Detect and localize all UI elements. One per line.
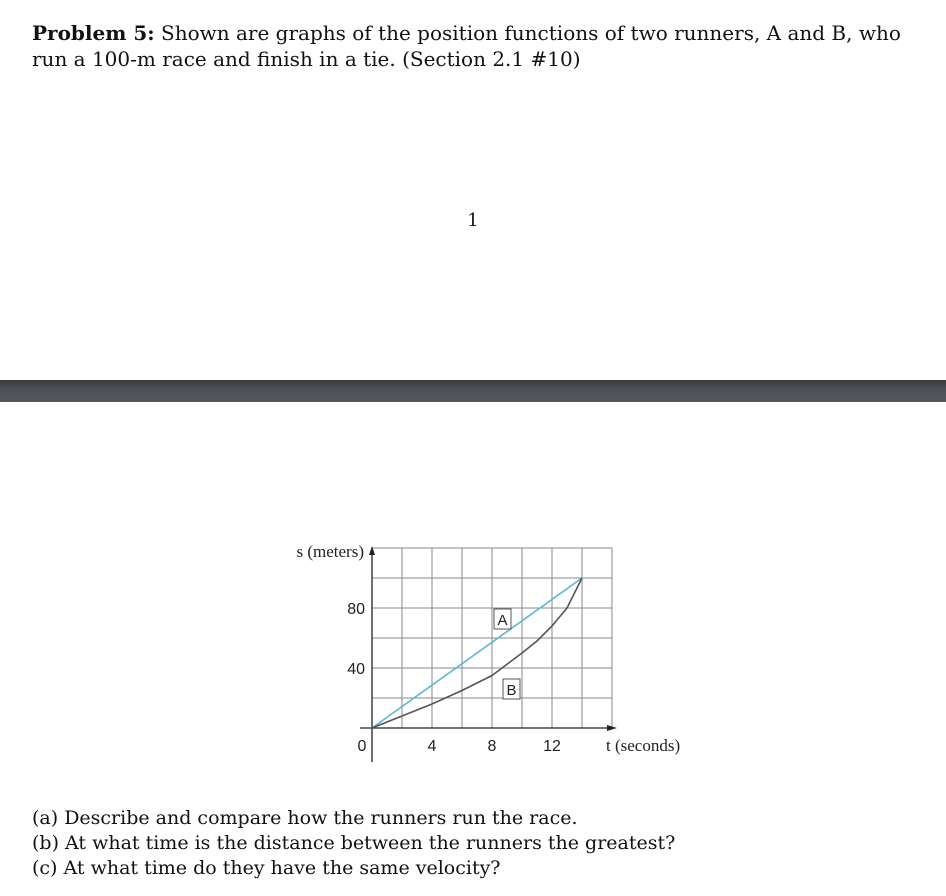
x-axis-title: t (seconds) [606,736,681,755]
x-tick-label: 8 [487,738,497,755]
series-A-label: A [497,612,508,629]
problem-label: Problem 5: [32,21,155,45]
series-A-line [372,578,582,728]
question-a: (a) Describe and compare how the runners run the race. [32,807,578,829]
series-lines [372,578,582,728]
x-tick-label: 12 [543,738,561,755]
y-axis-title: s (meters) [296,542,364,561]
y-axis-arrow [369,546,375,555]
axis-labels [296,542,680,755]
x-tick-label: 4 [427,738,437,755]
problem-text: Shown are graphs of the position functions of two runners, A and B, who run a 100-m race and finish in a tie. (Section 2.1 #10) [32,21,901,71]
grid [372,548,612,728]
y-tick-label: 80 [347,601,365,618]
y-tick-label: 40 [347,661,365,678]
question-c: (c) At what time do they have the same velocity? [32,857,501,879]
page-number: 1 [467,210,479,231]
series-B-label: B [506,682,517,699]
x-tick-label: 0 [357,738,367,755]
question-b: (b) At what time is the distance between the runners the greatest? [32,832,676,854]
questions [32,806,675,881]
